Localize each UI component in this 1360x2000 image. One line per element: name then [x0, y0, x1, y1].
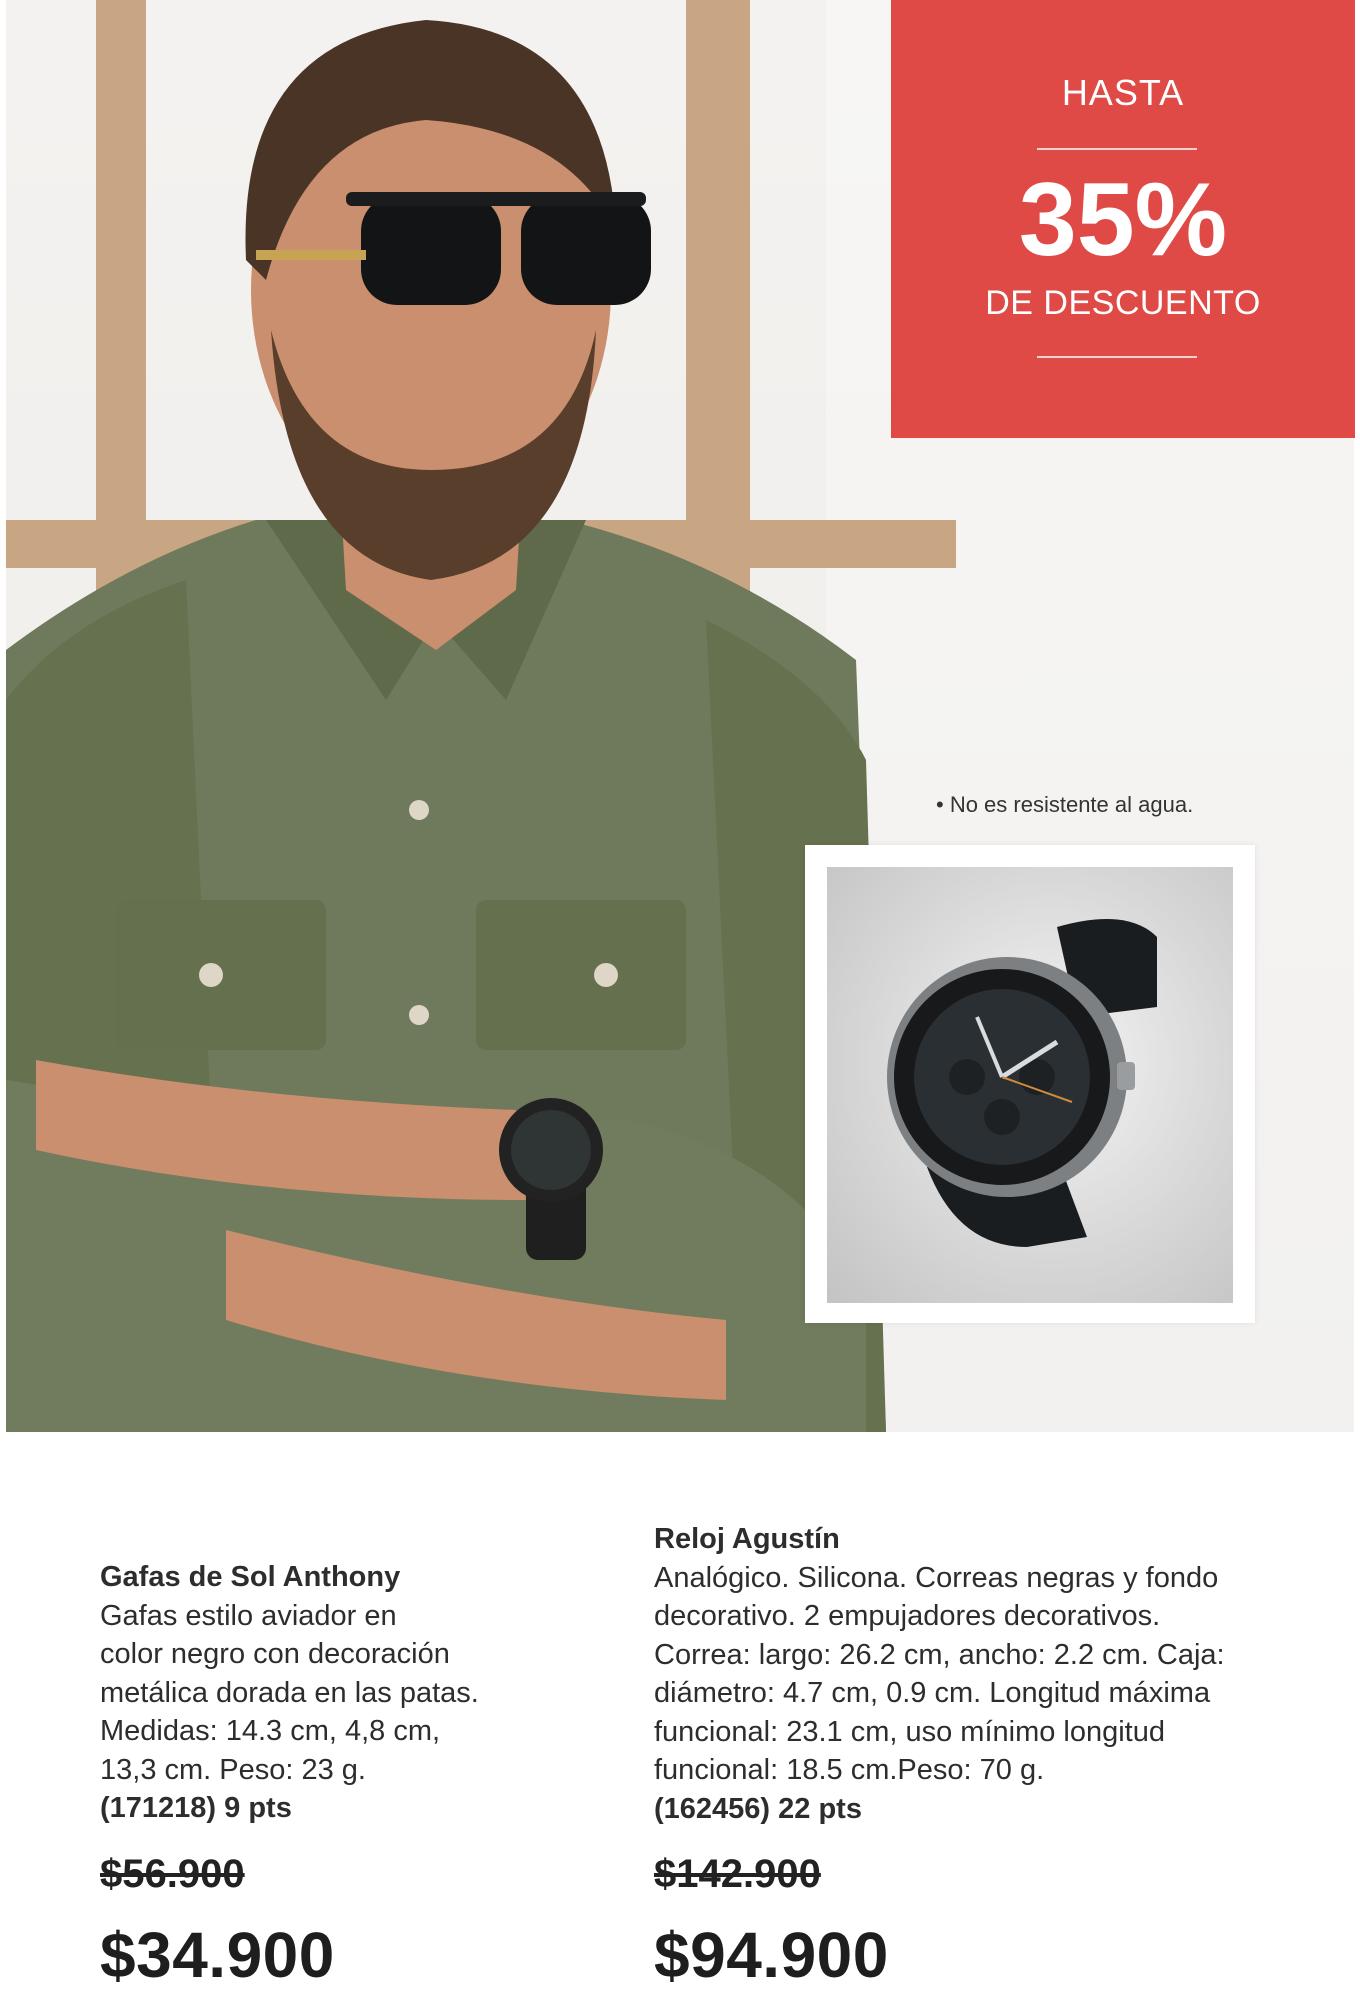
product-desc-line: color negro con decoración [100, 1638, 450, 1670]
watch-inset [805, 845, 1255, 1323]
product-desc-line: decorativo. 2 empujadores decorativos. [654, 1600, 1161, 1632]
watch-photo [827, 867, 1233, 1303]
banner-subtitle: DE DESCUENTO [985, 284, 1261, 322]
banner-rule-bottom [1037, 356, 1197, 358]
product-desc-line: Correa: largo: 26.2 cm, ancho: 2.2 cm. Caja: [654, 1638, 1225, 1671]
product-desc-line: funcional: 18.5 cm.Peso: 70 g. [654, 1754, 1045, 1786]
product-reloj-new-price: $94.900 [654, 1919, 889, 1991]
product-desc-line: 13,3 cm. Peso: 23 g. [100, 1753, 366, 1786]
discount-banner [891, 0, 1355, 438]
product-code: (162456) 22 pts [654, 1792, 862, 1825]
product-title: Gafas de Sol Anthony [100, 1561, 401, 1593]
product-gafas-old-price: $56.900 [100, 1852, 245, 1896]
product-reloj [654, 1520, 1294, 1828]
product-gafas-new-price: $34.900 [100, 1919, 335, 1991]
product-desc-line: funcional: 23.1 cm, uso mínimo longitud [654, 1715, 1165, 1748]
product-title: Reloj Agustín [654, 1523, 840, 1555]
water-resistance-note: • No es resistente al agua. [936, 792, 1194, 817]
product-gafas [100, 1558, 500, 1828]
banner-rule-top [1037, 148, 1197, 150]
product-desc-line: metálica dorada en las patas. [100, 1676, 479, 1709]
product-reloj-old-price: $142.900 [654, 1852, 821, 1896]
product-desc-line: Gafas estilo aviador en [100, 1599, 397, 1632]
banner-hasta: HASTA [1061, 72, 1185, 113]
product-desc-line: diámetro: 4.7 cm, 0.9 cm. Longitud máxima [654, 1677, 1211, 1709]
product-desc-line: Medidas: 14.3 cm, 4,8 cm, [100, 1715, 441, 1747]
banner-percent: 35% [1018, 162, 1228, 278]
product-code: (171218) 9 pts [100, 1792, 292, 1824]
product-desc-line: Analógico. Silicona. Correas negras y fondo [654, 1561, 1219, 1594]
